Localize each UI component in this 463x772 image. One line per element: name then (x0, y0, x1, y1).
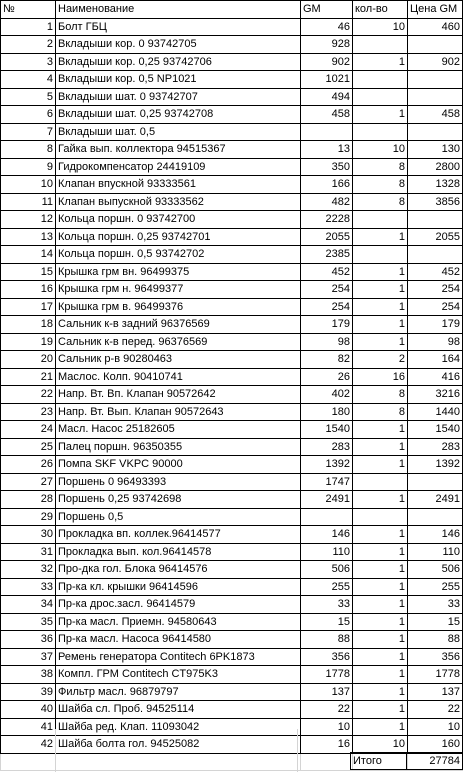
table-row (1, 543, 463, 561)
row-number[interactable]: 16 (1, 281, 56, 299)
part-price[interactable] (408, 36, 463, 54)
part-name[interactable]: Кольца поршн. 0,25 93742701 (56, 228, 301, 246)
part-gm[interactable]: 2055 (301, 228, 353, 246)
table-row (1, 141, 463, 159)
part-price[interactable]: 2491 (408, 491, 463, 509)
part-qty[interactable]: 1 (353, 561, 408, 579)
part-name[interactable]: Масл. Насос 25182605 (56, 421, 301, 439)
part-qty[interactable]: 1 (353, 298, 408, 316)
part-name[interactable]: Крышка грм н. 96499377 (56, 281, 301, 299)
table-row (1, 718, 463, 736)
part-price[interactable]: 416 (408, 368, 463, 386)
part-price[interactable]: 2055 (408, 228, 463, 246)
part-qty[interactable]: 1 (353, 316, 408, 334)
part-name[interactable]: Вкладыши шат. 0 93742707 (56, 88, 301, 106)
part-price[interactable]: 130 (408, 141, 463, 159)
part-name[interactable]: Сальник к-в перед. 96376569 (56, 333, 301, 351)
header-qty[interactable]: кол-во (353, 1, 408, 19)
part-qty[interactable]: 1 (353, 683, 408, 701)
row-number[interactable]: 24 (1, 421, 56, 439)
part-qty[interactable]: 1 (353, 613, 408, 631)
table-row (1, 106, 463, 124)
table-row (1, 403, 463, 421)
table-row (1, 613, 463, 631)
part-qty[interactable]: 1 (353, 333, 408, 351)
part-name[interactable]: Кольца поршн. 0 93742700 (56, 211, 301, 229)
row-number[interactable]: 40 (1, 701, 56, 719)
table-row (1, 631, 463, 649)
table-row (1, 368, 463, 386)
row-number[interactable]: 2 (1, 36, 56, 54)
row-number[interactable]: 12 (1, 211, 56, 229)
row-number[interactable]: 42 (1, 736, 56, 754)
part-qty[interactable]: 8 (353, 158, 408, 176)
part-gm[interactable]: 33 (301, 596, 353, 614)
part-price[interactable]: 283 (408, 438, 463, 456)
table-row (1, 228, 463, 246)
part-qty[interactable]: 8 (353, 193, 408, 211)
total-value[interactable]: 27784 (406, 753, 462, 770)
table-row (1, 456, 463, 474)
part-qty[interactable]: 1 (353, 456, 408, 474)
part-name[interactable]: Пр-ка масл. Насоса 96414580 (56, 631, 301, 649)
row-number[interactable]: 15 (1, 263, 56, 281)
table-row (1, 193, 463, 211)
part-gm[interactable] (301, 508, 353, 526)
total-block (350, 752, 463, 770)
part-gm[interactable]: 254 (301, 298, 353, 316)
part-name[interactable]: Компл. ГРМ Contitech CT975K3 (56, 666, 301, 684)
part-gm[interactable]: 506 (301, 561, 353, 579)
part-qty[interactable]: 8 (353, 403, 408, 421)
part-qty[interactable]: 1 (353, 718, 408, 736)
part-price[interactable]: 146 (408, 526, 463, 544)
row-number[interactable]: 17 (1, 298, 56, 316)
part-name[interactable]: Пр-ка дрос.засл. 96414579 (56, 596, 301, 614)
part-qty[interactable] (353, 473, 408, 491)
header-gm[interactable]: GM (301, 1, 353, 19)
part-name[interactable]: Клапан впускной 93333561 (56, 176, 301, 194)
part-gm[interactable]: 1540 (301, 421, 353, 439)
part-gm[interactable]: 482 (301, 193, 353, 211)
row-number[interactable]: 32 (1, 561, 56, 579)
part-price[interactable]: 10 (408, 718, 463, 736)
row-number[interactable]: 38 (1, 666, 56, 684)
part-name[interactable]: Шайба болта гол. 94525082 (56, 736, 301, 754)
part-gm[interactable]: 1778 (301, 666, 353, 684)
part-gm[interactable]: 928 (301, 36, 353, 54)
part-name[interactable]: Вкладыши кор. 0,25 93742706 (56, 53, 301, 71)
part-qty[interactable]: 8 (353, 176, 408, 194)
part-price[interactable]: 255 (408, 578, 463, 596)
part-gm[interactable]: 2228 (301, 211, 353, 229)
part-gm[interactable]: 350 (301, 158, 353, 176)
empty-column-gridline (55, 729, 56, 772)
row-number[interactable]: 11 (1, 193, 56, 211)
table-row (1, 71, 463, 89)
part-qty[interactable]: 1 (353, 53, 408, 71)
part-name[interactable]: Вкладыши шат. 0,25 93742708 (56, 106, 301, 124)
part-qty[interactable]: 1 (353, 281, 408, 299)
table-row (1, 386, 463, 404)
part-name[interactable]: Гидрокомпенсатор 24419109 (56, 158, 301, 176)
header-no[interactable]: № (1, 1, 56, 19)
row-number[interactable]: 35 (1, 613, 56, 631)
part-gm[interactable]: 10 (301, 718, 353, 736)
part-qty[interactable]: 1 (353, 631, 408, 649)
table-row (1, 683, 463, 701)
part-name[interactable]: Клапан выпускной 93333562 (56, 193, 301, 211)
part-qty[interactable]: 1 (353, 543, 408, 561)
part-price[interactable]: 452 (408, 263, 463, 281)
part-name[interactable]: Прокладка вп. коллек.96414577 (56, 526, 301, 544)
part-price[interactable]: 160 (408, 736, 463, 754)
part-gm[interactable]: 283 (301, 438, 353, 456)
part-qty[interactable] (353, 88, 408, 106)
header-name[interactable]: Наименование (56, 1, 301, 19)
table-row (1, 701, 463, 719)
row-number[interactable]: 13 (1, 228, 56, 246)
part-gm[interactable]: 88 (301, 631, 353, 649)
part-qty[interactable]: 1 (353, 228, 408, 246)
part-gm[interactable]: 98 (301, 333, 353, 351)
row-number[interactable]: 39 (1, 683, 56, 701)
part-gm[interactable]: 16 (301, 736, 353, 754)
part-qty[interactable]: 1 (353, 648, 408, 666)
table-row (1, 526, 463, 544)
part-gm[interactable]: 166 (301, 176, 353, 194)
part-qty[interactable]: 1 (353, 106, 408, 124)
part-name[interactable]: Вкладыши кор. 0,5 NP1021 (56, 71, 301, 89)
part-gm[interactable]: 180 (301, 403, 353, 421)
part-name[interactable]: Гайка вып. коллектора 94515367 (56, 141, 301, 159)
part-price[interactable]: 356 (408, 648, 463, 666)
part-gm[interactable]: 1392 (301, 456, 353, 474)
part-name[interactable]: Ремень генератора Contitech 6PK1873 (56, 648, 301, 666)
part-price[interactable]: 458 (408, 106, 463, 124)
row-number[interactable]: 29 (1, 508, 56, 526)
part-gm[interactable]: 137 (301, 683, 353, 701)
row-number[interactable]: 37 (1, 648, 56, 666)
part-price[interactable]: 110 (408, 543, 463, 561)
part-gm[interactable]: 2491 (301, 491, 353, 509)
part-price[interactable]: 506 (408, 561, 463, 579)
row-number[interactable]: 33 (1, 578, 56, 596)
part-gm[interactable] (301, 123, 353, 141)
table-row (1, 263, 463, 281)
row-number[interactable]: 34 (1, 596, 56, 614)
part-gm[interactable]: 1021 (301, 71, 353, 89)
part-name[interactable]: Крышка грм в. 96499376 (56, 298, 301, 316)
row-number[interactable]: 21 (1, 368, 56, 386)
part-price[interactable]: 3216 (408, 386, 463, 404)
part-price[interactable]: 254 (408, 298, 463, 316)
part-name[interactable]: Вкладыши кор. 0 93742705 (56, 36, 301, 54)
part-gm[interactable]: 46 (301, 18, 353, 36)
part-name[interactable]: Про-дка гол. Блока 96414576 (56, 561, 301, 579)
table-row (1, 36, 463, 54)
part-price[interactable]: 1778 (408, 666, 463, 684)
part-qty[interactable]: 10 (353, 736, 408, 754)
part-gm[interactable]: 13 (301, 141, 353, 159)
part-qty[interactable]: 2 (353, 351, 408, 369)
part-qty[interactable] (353, 36, 408, 54)
table-row (1, 578, 463, 596)
row-number[interactable]: 23 (1, 403, 56, 421)
table-row (1, 596, 463, 614)
row-number[interactable]: 22 (1, 386, 56, 404)
table-row (1, 666, 463, 684)
row-number[interactable]: 8 (1, 141, 56, 159)
part-gm[interactable]: 452 (301, 263, 353, 281)
part-price[interactable] (408, 88, 463, 106)
part-gm[interactable]: 110 (301, 543, 353, 561)
part-qty[interactable]: 1 (353, 526, 408, 544)
row-number[interactable]: 14 (1, 246, 56, 264)
empty-cell[interactable] (56, 753, 301, 771)
part-price[interactable] (408, 246, 463, 264)
table-row (1, 298, 463, 316)
row-number[interactable]: 30 (1, 526, 56, 544)
part-price[interactable]: 1540 (408, 421, 463, 439)
part-price[interactable] (408, 473, 463, 491)
part-gm[interactable]: 146 (301, 526, 353, 544)
part-gm[interactable]: 15 (301, 613, 353, 631)
table-row (1, 508, 463, 526)
part-qty[interactable]: 1 (353, 491, 408, 509)
part-gm[interactable]: 402 (301, 386, 353, 404)
part-gm[interactable]: 356 (301, 648, 353, 666)
part-gm[interactable]: 26 (301, 368, 353, 386)
table-row (1, 123, 463, 141)
table-row (1, 736, 463, 754)
row-number[interactable]: 41 (1, 718, 56, 736)
part-gm[interactable]: 254 (301, 281, 353, 299)
part-qty[interactable] (353, 508, 408, 526)
table-row (1, 211, 463, 229)
part-gm[interactable]: 1747 (301, 473, 353, 491)
part-price[interactable]: 98 (408, 333, 463, 351)
part-name[interactable]: Кольца поршн. 0,5 93742702 (56, 246, 301, 264)
part-qty[interactable] (353, 71, 408, 89)
part-qty[interactable]: 1 (353, 421, 408, 439)
part-price[interactable]: 137 (408, 683, 463, 701)
part-qty[interactable]: 10 (353, 18, 408, 36)
part-name[interactable]: Вкладыши шат. 0,5 (56, 123, 301, 141)
part-price[interactable] (408, 71, 463, 89)
part-name[interactable]: Крышка грм вн. 96499375 (56, 263, 301, 281)
part-gm[interactable]: 255 (301, 578, 353, 596)
part-price[interactable] (408, 211, 463, 229)
part-name[interactable]: Поршень 0,25 93742698 (56, 491, 301, 509)
table-row (1, 246, 463, 264)
part-price[interactable]: 1440 (408, 403, 463, 421)
row-number[interactable]: 1 (1, 18, 56, 36)
part-qty[interactable]: 1 (353, 438, 408, 456)
part-price[interactable]: 1328 (408, 176, 463, 194)
table-row (1, 53, 463, 71)
table-row (1, 316, 463, 334)
part-name[interactable]: Болт ГБЦ (56, 18, 301, 36)
table-row (1, 421, 463, 439)
part-price[interactable]: 88 (408, 631, 463, 649)
part-name[interactable]: Напр. Вт. Вп. Клапан 90572642 (56, 386, 301, 404)
row-number[interactable]: 6 (1, 106, 56, 124)
part-qty[interactable] (353, 123, 408, 141)
row-number[interactable]: 5 (1, 88, 56, 106)
part-price[interactable]: 33 (408, 596, 463, 614)
part-name[interactable]: Прокладка вып. кол.96414578 (56, 543, 301, 561)
part-price[interactable] (408, 123, 463, 141)
table-row (1, 648, 463, 666)
part-price[interactable]: 902 (408, 53, 463, 71)
header-price[interactable]: Цена GM (408, 1, 463, 19)
part-name[interactable]: Поршень 0 96493393 (56, 473, 301, 491)
part-price[interactable]: 460 (408, 18, 463, 36)
part-price[interactable]: 3856 (408, 193, 463, 211)
part-qty[interactable]: 16 (353, 368, 408, 386)
header-row (1, 1, 463, 19)
table-row (1, 351, 463, 369)
part-qty[interactable]: 8 (353, 386, 408, 404)
part-name[interactable]: Маслос. Колп. 90410741 (56, 368, 301, 386)
empty-cell[interactable] (1, 753, 56, 771)
row-number[interactable]: 36 (1, 631, 56, 649)
total-label[interactable]: Итого (351, 753, 407, 770)
part-name[interactable]: Поршень 0,5 (56, 508, 301, 526)
total-row (351, 753, 463, 770)
row-number[interactable]: 20 (1, 351, 56, 369)
part-qty[interactable] (353, 246, 408, 264)
part-gm[interactable]: 458 (301, 106, 353, 124)
row-number[interactable]: 9 (1, 158, 56, 176)
row-number[interactable]: 10 (1, 176, 56, 194)
part-qty[interactable]: 1 (353, 578, 408, 596)
part-price[interactable]: 2800 (408, 158, 463, 176)
part-qty[interactable] (353, 211, 408, 229)
part-name[interactable]: Сальник к-в задний 96376569 (56, 316, 301, 334)
row-number[interactable]: 4 (1, 71, 56, 89)
table-row (1, 438, 463, 456)
row-number[interactable]: 28 (1, 491, 56, 509)
part-name[interactable]: Шайба сл. Проб. 94525114 (56, 701, 301, 719)
part-qty[interactable]: 1 (353, 666, 408, 684)
row-number[interactable]: 26 (1, 456, 56, 474)
table-row (1, 491, 463, 509)
part-qty[interactable]: 10 (353, 141, 408, 159)
row-number[interactable]: 25 (1, 438, 56, 456)
part-gm[interactable]: 494 (301, 88, 353, 106)
part-qty[interactable]: 1 (353, 596, 408, 614)
table-row (1, 281, 463, 299)
part-price[interactable]: 164 (408, 351, 463, 369)
part-price[interactable]: 179 (408, 316, 463, 334)
part-gm[interactable]: 22 (301, 701, 353, 719)
row-number[interactable]: 3 (1, 53, 56, 71)
part-gm[interactable]: 82 (301, 351, 353, 369)
part-gm[interactable]: 902 (301, 53, 353, 71)
row-number[interactable]: 31 (1, 543, 56, 561)
table-row (1, 176, 463, 194)
part-price[interactable] (408, 508, 463, 526)
row-number[interactable]: 19 (1, 333, 56, 351)
part-name[interactable]: Шайба ред. Клап. 11093042 (56, 718, 301, 736)
part-price[interactable]: 22 (408, 701, 463, 719)
table-row (1, 333, 463, 351)
table-row (1, 473, 463, 491)
part-qty[interactable]: 1 (353, 263, 408, 281)
table-row (1, 561, 463, 579)
part-gm[interactable]: 2385 (301, 246, 353, 264)
part-name[interactable]: Помпа SKF VKPC 90000 (56, 456, 301, 474)
part-gm[interactable]: 179 (301, 316, 353, 334)
part-name[interactable]: Сальник р-в 90280463 (56, 351, 301, 369)
row-number[interactable]: 7 (1, 123, 56, 141)
part-price[interactable]: 254 (408, 281, 463, 299)
table-row (1, 88, 463, 106)
empty-cell[interactable] (301, 753, 353, 771)
part-name[interactable]: Пр-ка кл. крышки 96414596 (56, 578, 301, 596)
row-number[interactable]: 18 (1, 316, 56, 334)
part-name[interactable]: Пр-ка масл. Приемн. 94580643 (56, 613, 301, 631)
empty-column-gridline (297, 729, 298, 772)
part-name[interactable]: Палец поршн. 96350355 (56, 438, 301, 456)
table-row (1, 18, 463, 36)
part-price[interactable]: 1392 (408, 456, 463, 474)
row-number[interactable]: 27 (1, 473, 56, 491)
part-name[interactable]: Фильтр масл. 96879797 (56, 683, 301, 701)
table-row (1, 158, 463, 176)
part-price[interactable]: 15 (408, 613, 463, 631)
part-name[interactable]: Напр. Вт. Вып. Клапан 90572643 (56, 403, 301, 421)
part-qty[interactable]: 1 (353, 701, 408, 719)
